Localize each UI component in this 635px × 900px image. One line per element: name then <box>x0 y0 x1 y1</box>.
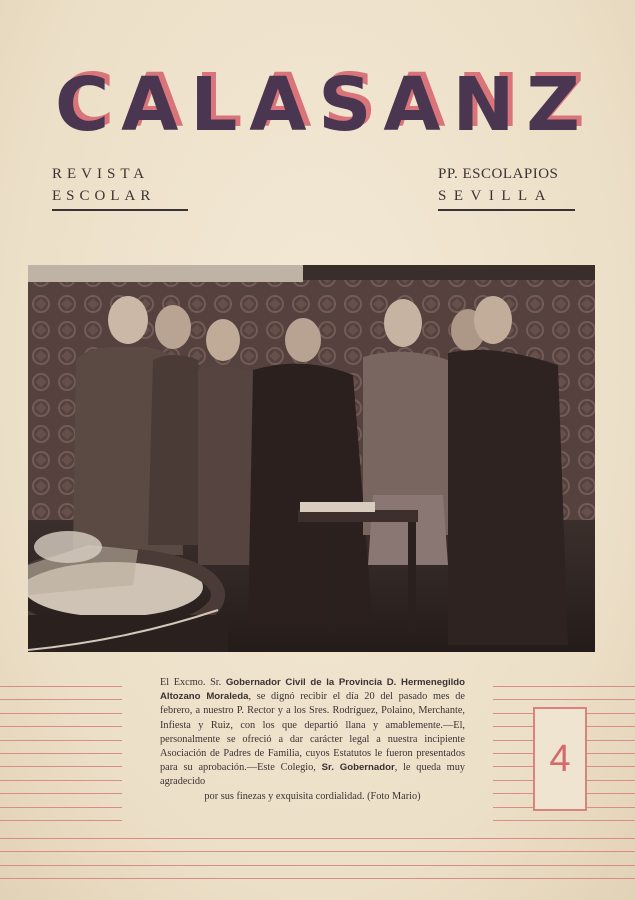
title-letter: A <box>121 62 179 148</box>
title-letter: N <box>452 62 515 148</box>
title-letter: C <box>55 62 110 148</box>
caption-text-3: , le queda muy agradecido <box>160 762 465 788</box>
caption-bold-1: Gobernador Civil de la Provincia D. Hermenegildo Altozano Moraleda <box>160 677 465 703</box>
caption-bold-2: Sr. Gobernador <box>321 762 395 774</box>
decorative-lines-bottom <box>0 838 635 892</box>
subtitle-left <box>52 163 188 211</box>
photo-caption <box>160 676 465 804</box>
title-letter: S <box>318 62 372 148</box>
subtitle-left-line2: ESCOLAR <box>52 185 188 211</box>
caption-text-2: , se dignó recibir el día 20 del pasado mes de febrero, a nuestro P. Rector y a los Sres. Rodríguez, Polaino, Merchante, Infiesta y Ruiz, con los que departió llana y amablemente.—El, personalmente se ofreció a dar carácter legal a nuestra incipiente Asociación de Padres de Familia, cuyos Estatutos le fueron presentados para su aprobación.—Este Colegio, <box>160 691 465 774</box>
subtitle-left-line1: REVISTA <box>52 166 150 182</box>
title-letter: Z <box>526 62 580 148</box>
group-photo <box>28 265 595 652</box>
issue-number: 4 <box>549 737 571 780</box>
decorative-lines-left <box>0 686 122 833</box>
title-letter: L <box>190 62 238 148</box>
issue-number-box <box>533 707 587 811</box>
caption-last-line: por sus finezas y exquisita cordialidad. (Foto Mario) <box>204 790 421 802</box>
subtitle-right-line2: SEVILLA <box>438 185 575 211</box>
title-letter: A <box>383 62 441 148</box>
subtitle-right <box>438 163 575 211</box>
masthead-title <box>55 62 580 148</box>
caption-text-1: El Excmo. Sr. <box>160 677 226 688</box>
subtitle-right-line1: PP. ESCOLAPIOS <box>438 166 559 182</box>
title-letter: A <box>249 62 307 148</box>
group-photo-image <box>28 265 595 652</box>
